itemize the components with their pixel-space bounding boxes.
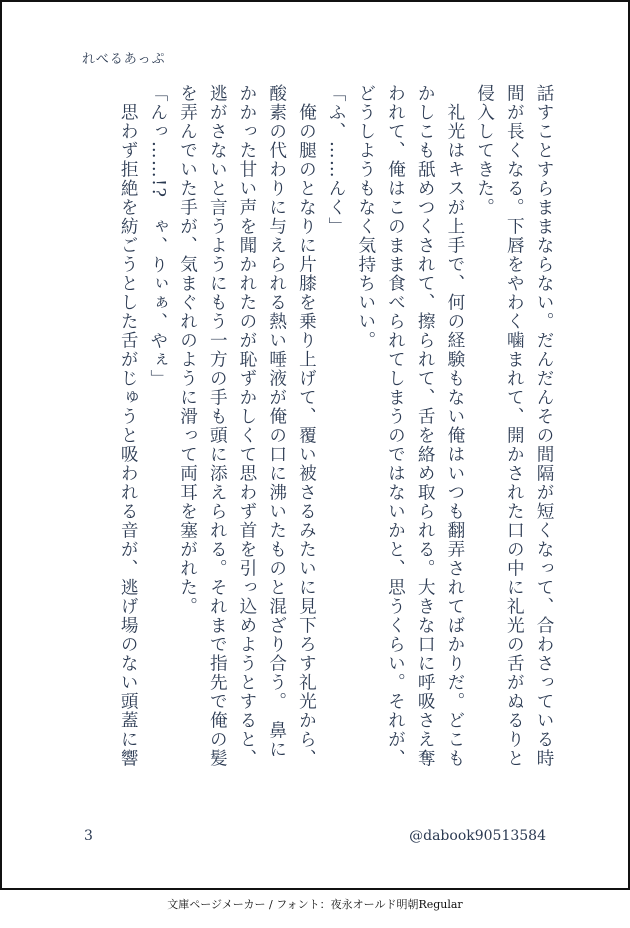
text-line: 「ふ、……んく」 bbox=[326, 84, 347, 236]
text-line: どうしようもなく気持ちいい。 bbox=[355, 84, 376, 350]
text-line: 間が長くなる。下唇をやわく噛まれて、開かされた口の中に礼光の舌がぬるりと bbox=[504, 84, 525, 768]
text-line: われて、俺はこのまま食べられてしまうのではないかと、思うくらい。それが、 bbox=[385, 84, 406, 768]
text-line: 俺の腿のとなりに片膝を乗り上げて、覆い被さるみたいに見下ろす礼光から、 bbox=[296, 84, 317, 768]
page-number: 3 bbox=[84, 828, 93, 844]
text-line: 思わず拒絶を紡ごうとした舌がじゅうと吸われる音が、逃げ場のない頭蓋に響 bbox=[118, 84, 139, 768]
vertical-body-text bbox=[68, 84, 558, 804]
text-line: かしこも舐めつくされて、擦られて、舌を絡め取られる。大きな口に呼吸さえ奪 bbox=[415, 84, 436, 768]
text-line: 話すことすらままならない。だんだんその間隔が短くなって、合わさっている時 bbox=[534, 84, 554, 768]
running-title: れべるあっぷ bbox=[82, 52, 166, 67]
text-line: 「んっ……!? ゃ、りぃぁ、やぇ」 bbox=[147, 84, 168, 389]
author-handle: @dabook90513584 bbox=[409, 828, 546, 844]
text-line: 逃がさないと言うようにもう一方の手も頭に添えられる。それまで指先で俺の髪 bbox=[207, 84, 228, 768]
generator-credit: 文庫ページメーカー / フォント：夜永オールド明朝Regular bbox=[167, 898, 463, 911]
text-line: 酸素の代わりに与えられる熱い唾液が俺の口に沸いたものと混ざり合う。 鼻に bbox=[266, 84, 287, 760]
text-line: 礼光はキスが上手で、何の経験もない俺はいつも翻弄されてばかりだ。どこも bbox=[444, 84, 465, 768]
text-line: を弄んでいた手が、気まぐれのように滑って両耳を塞がれた。 bbox=[177, 84, 198, 616]
text-line: かかった甘い声を聞かれたのが恥ずかしくて思わず首を引っ込めようとすると、 bbox=[236, 84, 257, 768]
text-line: 侵入してきた。 bbox=[474, 84, 495, 217]
